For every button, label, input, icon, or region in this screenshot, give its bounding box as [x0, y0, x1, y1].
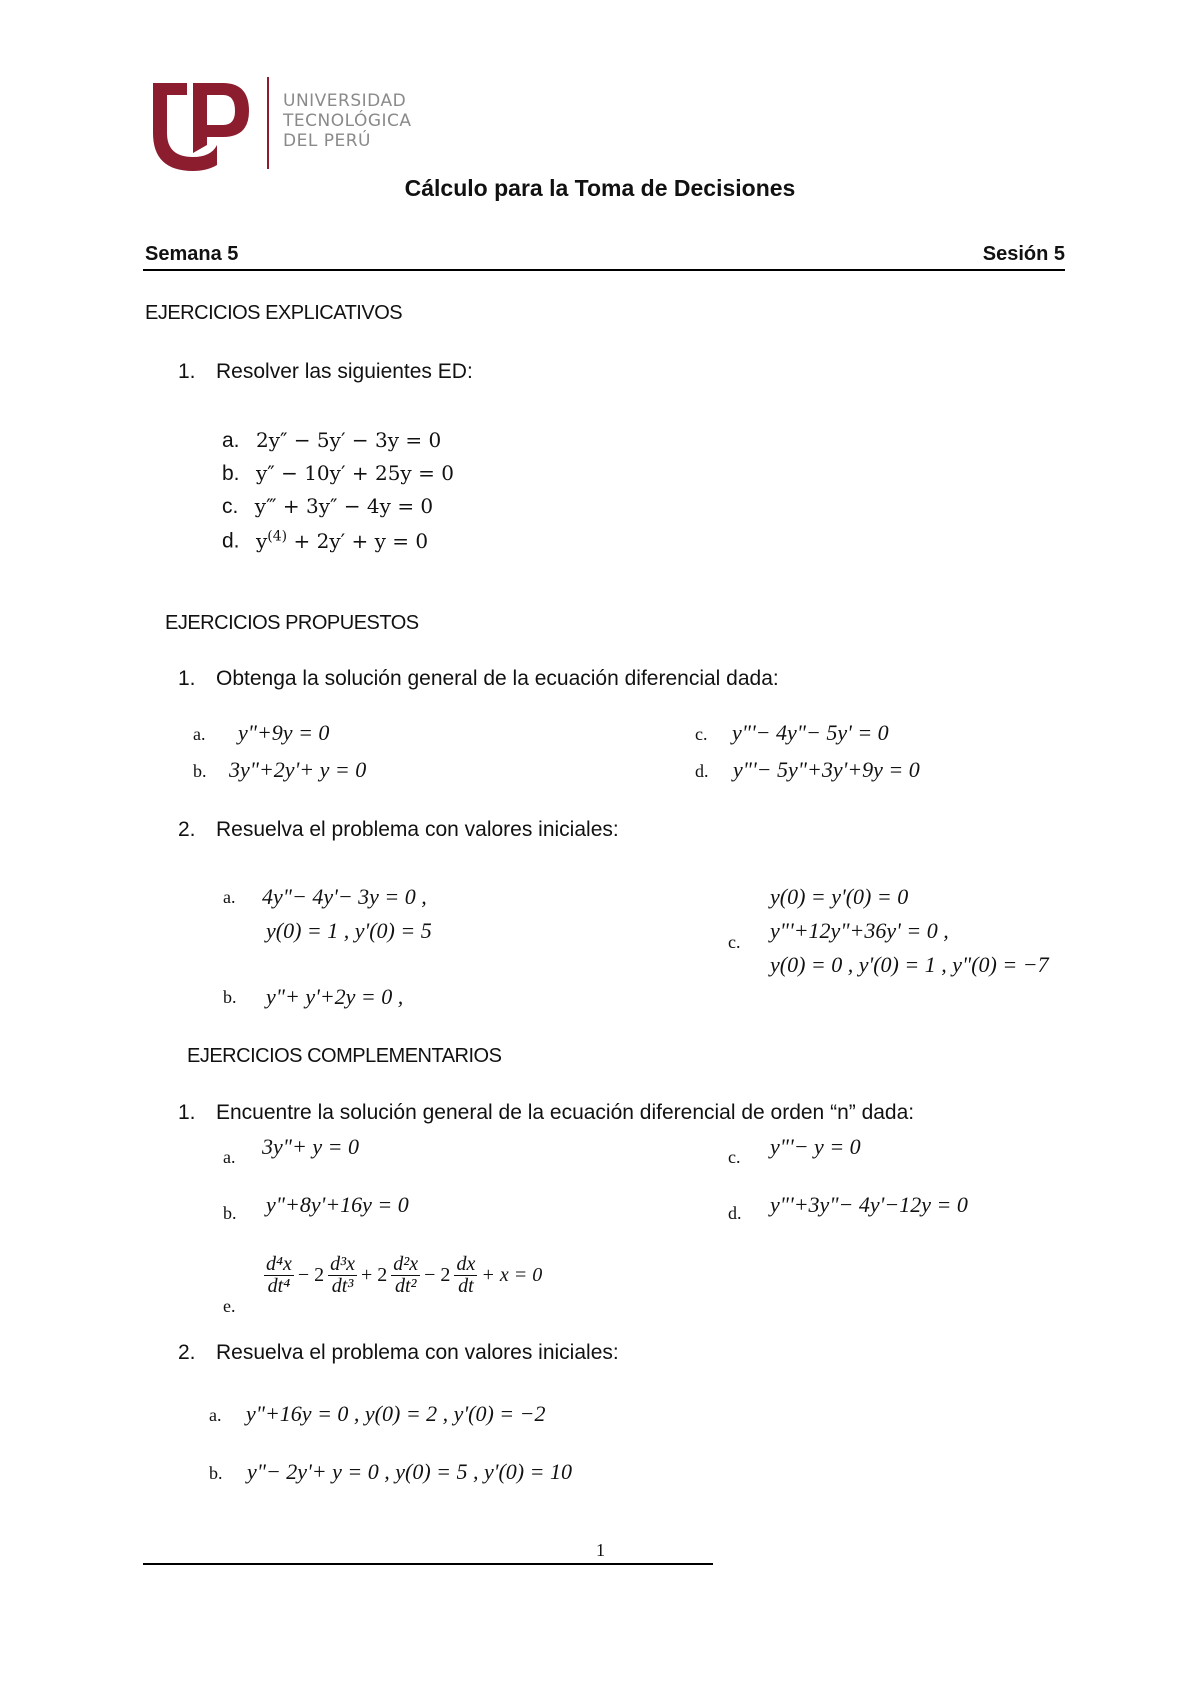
- complementarios-q1-e-label: e.: [223, 1296, 236, 1316]
- propuestos-q2-c-line0: y(0) = y'(0) = 0: [770, 884, 909, 909]
- propuestos-q2-c-conditions: y(0) = 0 , y'(0) = 1 , y"(0) = −7: [770, 952, 1049, 977]
- logo-line-2: TECNOLÓGICA: [283, 111, 412, 131]
- item-label: b.: [209, 1463, 223, 1483]
- equation: y"− 2y'+ y = 0 , y(0) = 5 , y'(0) = 10: [246, 1459, 572, 1484]
- document-title: Cálculo para la Toma de Decisiones: [404, 175, 796, 201]
- explicativos-heading: EJERCICIOS EXPLICATIVOS: [145, 302, 403, 324]
- explicativos-item-a: [222, 428, 441, 453]
- equation: 2y″ − 5y′ − 3y = 0: [255, 428, 442, 452]
- complementarios-q1-text: Encuentre la solución general de la ecuación diferencial de orden “n” dada:: [216, 1101, 915, 1124]
- operator: − 2: [424, 1264, 451, 1286]
- equation: y"+9y = 0: [237, 720, 330, 745]
- equation: [256, 529, 428, 553]
- item-label: c.: [695, 724, 708, 744]
- item-label: a.: [193, 724, 206, 744]
- eq-superscript: (4): [267, 528, 288, 544]
- equation: 3y"+2y'+ y = 0: [228, 757, 367, 782]
- session-label: Sesión 5: [982, 243, 1065, 265]
- fraction-numerator: d²x: [393, 1253, 419, 1275]
- fraction-2: [328, 1254, 357, 1297]
- propuestos-q2-b-eq: y"+ y'+2y = 0 ,: [266, 984, 404, 1009]
- eq-base: y: [255, 528, 268, 553]
- propuestos-q2-b-label: b.: [223, 987, 237, 1007]
- item-label: a.: [222, 429, 240, 452]
- complementarios-q1-c-label: c.: [728, 1147, 741, 1167]
- complementarios-q2-item-a: [209, 1401, 546, 1427]
- equation: y‴ + 3y″ − 4y = 0: [254, 494, 434, 518]
- complementarios-q1-b-label: b.: [223, 1203, 237, 1223]
- complementarios-q1-a-eq: 3y"+ y = 0: [262, 1134, 359, 1159]
- complementarios-heading: EJERCICIOS COMPLEMENTARIOS: [187, 1045, 502, 1067]
- footer-rule: [143, 1563, 713, 1565]
- fraction-denominator: dt⁴: [267, 1275, 291, 1297]
- explicativos-q1-text: Resolver las siguientes ED:: [216, 360, 473, 383]
- utp-logo-mark: [145, 75, 255, 173]
- propuestos-q2-a-eq: 4y"− 4y'− 3y = 0 ,: [262, 884, 427, 909]
- explicativos-item-b: [222, 461, 454, 486]
- logo-divider: [267, 77, 269, 169]
- propuestos-q1-item-a: [193, 720, 329, 746]
- complementarios-q1-d-eq: y"'+3y"− 4y'−12y = 0: [770, 1192, 968, 1217]
- complementarios-q2-text: Resuelva el problema con valores iniciales:: [216, 1341, 619, 1364]
- fraction-denominator: dt²: [394, 1275, 417, 1297]
- fraction-1: [264, 1254, 294, 1297]
- propuestos-q1-item-d: [695, 757, 920, 783]
- fraction-4: [454, 1254, 477, 1297]
- item-label: b.: [222, 462, 240, 485]
- item-label: b.: [193, 761, 207, 781]
- fraction-3: [391, 1254, 420, 1297]
- propuestos-q2-c-eq: y"'+12y"+36y' = 0 ,: [770, 918, 949, 943]
- logo-line-3: DEL PERÚ: [283, 131, 371, 151]
- complementarios-q1-d-label: d.: [728, 1203, 742, 1223]
- logo-line-1: UNIVERSIDAD: [283, 91, 407, 111]
- logo-wordmark: [283, 91, 412, 151]
- propuestos-q2-c-label: c.: [728, 932, 741, 952]
- operator: + 2: [361, 1264, 388, 1286]
- fraction-denominator: dt³: [331, 1275, 354, 1297]
- header-rule: [143, 269, 1065, 271]
- propuestos-q1-number: 1.: [178, 667, 196, 690]
- equation: y"'− 5y"+3y'+9y = 0: [732, 757, 920, 782]
- complementarios-q1-number: 1.: [178, 1101, 196, 1124]
- fraction-numerator: d³x: [330, 1253, 355, 1275]
- fraction-numerator: d⁴x: [266, 1253, 292, 1275]
- item-label: d.: [695, 761, 709, 781]
- complementarios-q1-b-eq: y"+8y'+16y = 0: [266, 1192, 409, 1217]
- complementarios-q1-c-eq: y"'− y = 0: [770, 1134, 861, 1159]
- propuestos-q2-a-conditions: y(0) = 1 , y'(0) = 5: [266, 918, 432, 943]
- complementarios-q2-number: 2.: [178, 1341, 196, 1364]
- utp-logo: [145, 75, 445, 175]
- explicativos-q1-number: 1.: [178, 360, 196, 383]
- eq-rest: + 2y′ + y = 0: [287, 528, 429, 553]
- fraction-numerator: dx: [456, 1253, 476, 1275]
- equation-tail: + x = 0: [481, 1264, 543, 1286]
- page-number: 1: [596, 1540, 605, 1560]
- propuestos-q2-text: Resuelva el problema con valores iniciales:: [216, 818, 619, 841]
- propuestos-q1-item-c: [695, 720, 889, 746]
- complementarios-q2-item-b: [209, 1459, 572, 1485]
- complementarios-q1-e-eq: [264, 1254, 542, 1297]
- item-label: c.: [222, 495, 239, 518]
- explicativos-item-d: [222, 528, 428, 554]
- equation: y″ − 10y′ + 25y = 0: [255, 461, 454, 485]
- explicativos-item-c: [222, 494, 433, 519]
- propuestos-q1-item-b: [193, 757, 366, 783]
- complementarios-q1-a-label: a.: [223, 1147, 236, 1167]
- equation: y"+16y = 0 , y(0) = 2 , y'(0) = −2: [245, 1401, 546, 1426]
- operator: − 2: [297, 1264, 325, 1286]
- item-label: a.: [209, 1405, 222, 1425]
- propuestos-q2-a-label: a.: [223, 887, 236, 907]
- propuestos-heading: EJERCICIOS PROPUESTOS: [165, 612, 419, 634]
- item-label: d.: [222, 529, 240, 553]
- week-label: Semana 5: [145, 243, 239, 265]
- propuestos-q1-text: Obtenga la solución general de la ecuación diferencial dada:: [216, 667, 779, 690]
- equation: y"'− 4y"− 5y' = 0: [731, 720, 889, 745]
- propuestos-q2-number: 2.: [178, 818, 196, 841]
- fraction-denominator: dt: [458, 1275, 474, 1297]
